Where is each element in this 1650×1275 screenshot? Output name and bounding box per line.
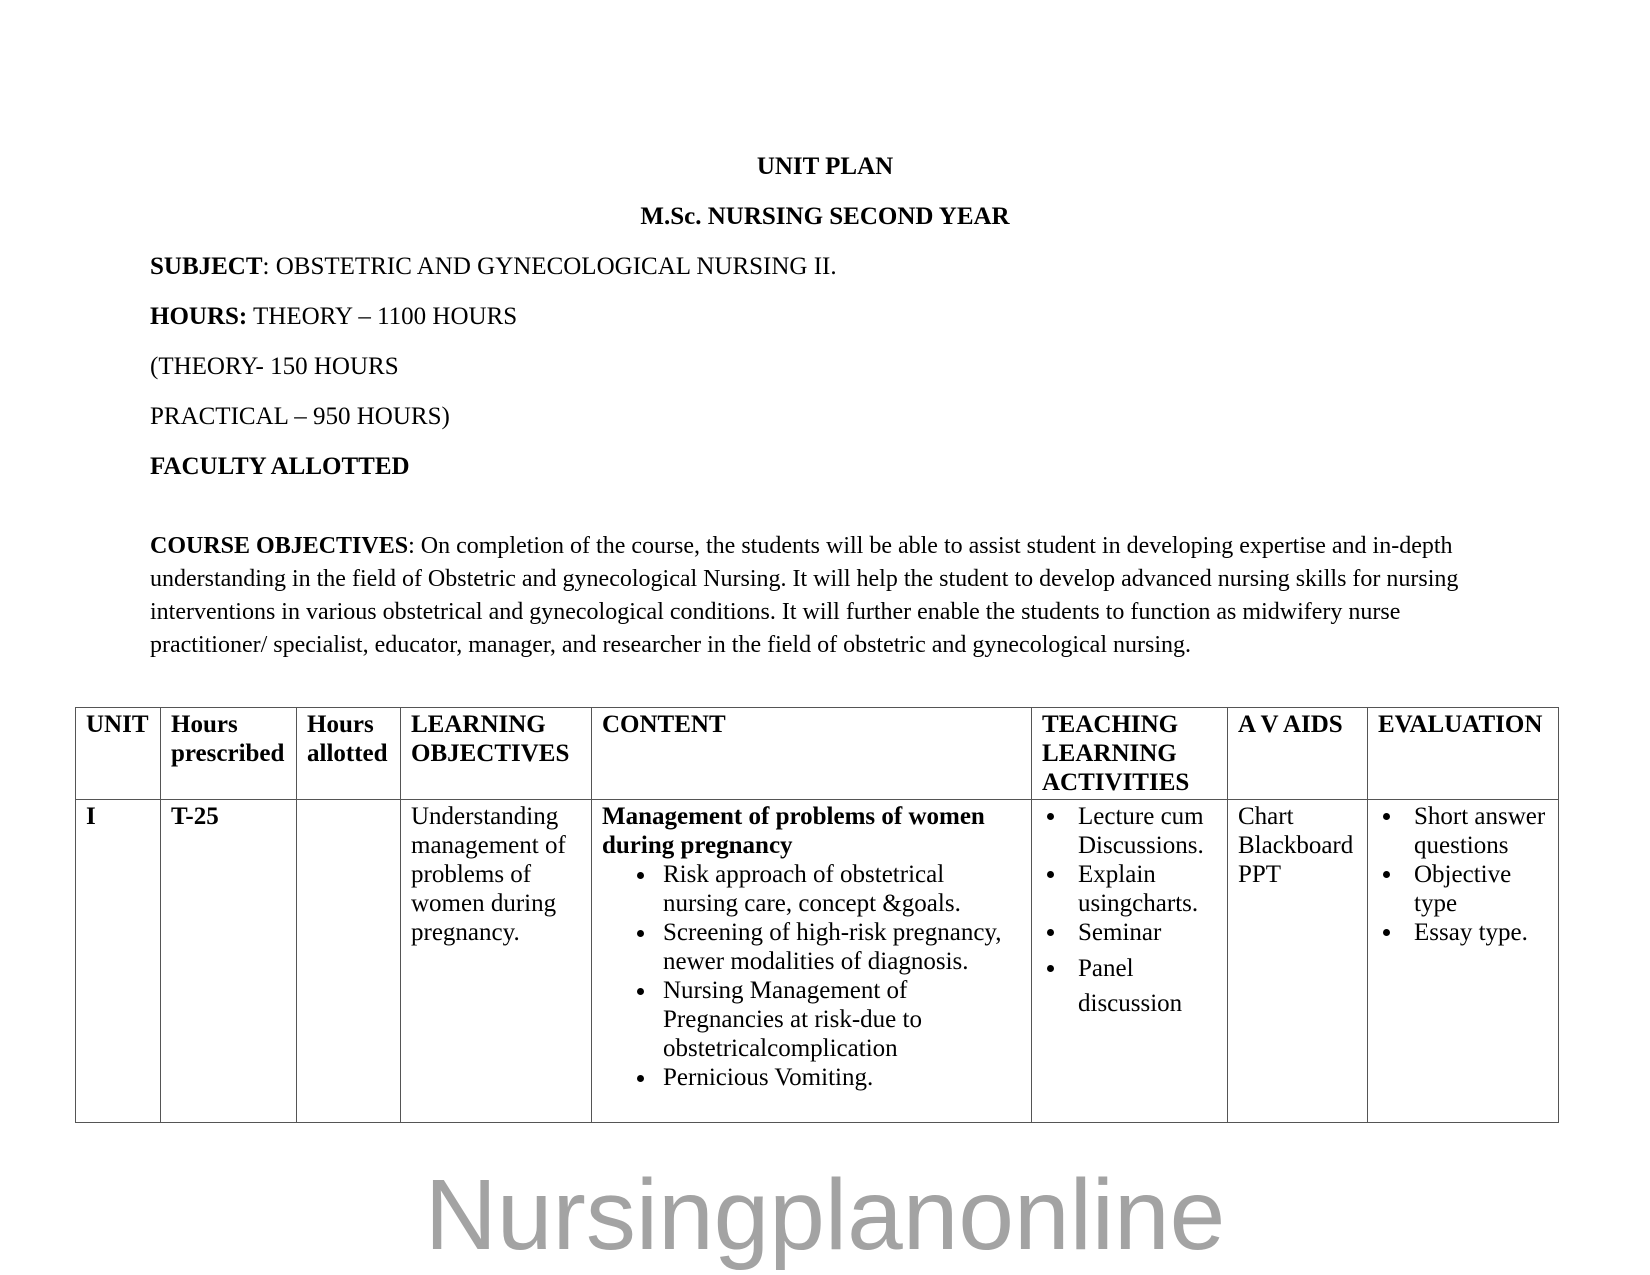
list-item: • Panel discussion xyxy=(1068,951,1217,1021)
page-title: UNIT PLAN xyxy=(756,153,894,180)
cell-av-aids xyxy=(1228,800,1368,1123)
header-learning-objectives: LEARNING OBJECTIVES xyxy=(401,708,592,800)
content-title: Management of problems of women during pregnancy xyxy=(602,803,985,859)
cell-content xyxy=(592,800,1032,1123)
hours-value: THEORY – 1100 HOURS xyxy=(247,303,518,330)
subject-value: : OBSTETRIC AND GYNECOLOGICAL NURSING II. xyxy=(262,253,837,280)
cell-unit: I xyxy=(76,800,161,1123)
header-hours-prescribed: Hours prescribed xyxy=(161,708,297,800)
cell-hours-allotted xyxy=(297,800,401,1123)
activities-list xyxy=(1042,802,1217,1021)
evaluation-list xyxy=(1378,802,1548,947)
header-content: CONTENT xyxy=(592,708,1032,800)
table-row xyxy=(76,800,1559,1123)
list-item: • Seminar xyxy=(1068,918,1217,947)
av-aid-item: Blackboard xyxy=(1238,832,1354,859)
subject-label: SUBJECT xyxy=(150,253,263,280)
header-teaching-learning: TEACHING LEARNING ACTIVITIES xyxy=(1032,708,1228,800)
watermark: Nursingplanonline xyxy=(424,1159,1226,1271)
list-item: • Explain usingcharts. xyxy=(1068,860,1217,918)
list-item: • Screening of high-risk pregnancy, newer modalities of diagnosis. xyxy=(657,918,1021,976)
list-item: • Short answer questions xyxy=(1404,802,1548,860)
page-subtitle: M.Sc. NURSING SECOND YEAR xyxy=(640,203,1010,230)
header-evaluation: EVALUATION xyxy=(1368,708,1559,800)
cell-hours-prescribed: T-25 xyxy=(161,800,297,1123)
objectives-label: COURSE OBJECTIVES xyxy=(150,533,409,559)
cell-evaluation xyxy=(1368,800,1559,1123)
table-header-row xyxy=(76,708,1559,800)
list-item: • Risk approach of obstetrical nursing care, concept &goals. xyxy=(657,860,1021,918)
faculty-allotted: FACULTY ALLOTTED xyxy=(150,453,410,480)
practical-line: PRACTICAL – 950 HOURS) xyxy=(150,403,450,430)
list-item: • Objective type xyxy=(1404,860,1548,918)
list-item: • Lecture cum Discussions. xyxy=(1068,802,1217,860)
cell-teaching-learning xyxy=(1032,800,1228,1123)
hours-line xyxy=(150,302,517,332)
list-item: • Essay type. xyxy=(1404,918,1548,947)
list-item: • Pernicious Vomiting. xyxy=(657,1063,1021,1092)
hours-label: HOURS: xyxy=(150,303,248,330)
content-list xyxy=(602,860,1021,1092)
av-aid-item: Chart xyxy=(1238,803,1294,830)
subject-line xyxy=(150,252,837,282)
theory-line: (THEORY- 150 HOURS xyxy=(150,353,399,380)
objectives-text: : On completion of the course, the students will be able to assist student in developing expertise and in-depth understanding in the field of Obstetric and gynecological Nursing. It will help the student to develop advanced nursing skills for nursing interventions in various obstetrical and gynecological conditions. It will further enable the students to function as midwifery nurse practitioner/ specialist, educator, manager, and researcher in the field of obstetric and gynecological nursing. xyxy=(150,533,1459,658)
header-unit: UNIT xyxy=(76,708,161,800)
av-aid-item: PPT xyxy=(1238,861,1282,888)
header-hours-allotted: Hours allotted xyxy=(297,708,401,800)
list-item: • Nursing Management of Pregnancies at risk-due to obstetricalcomplication xyxy=(657,976,1021,1063)
header-av-aids: A V AIDS xyxy=(1228,708,1368,800)
unit-plan-table xyxy=(75,707,1559,1123)
cell-learning-objectives: Understanding management of problems of women during pregnancy. xyxy=(401,800,592,1123)
course-objectives xyxy=(150,530,1520,662)
